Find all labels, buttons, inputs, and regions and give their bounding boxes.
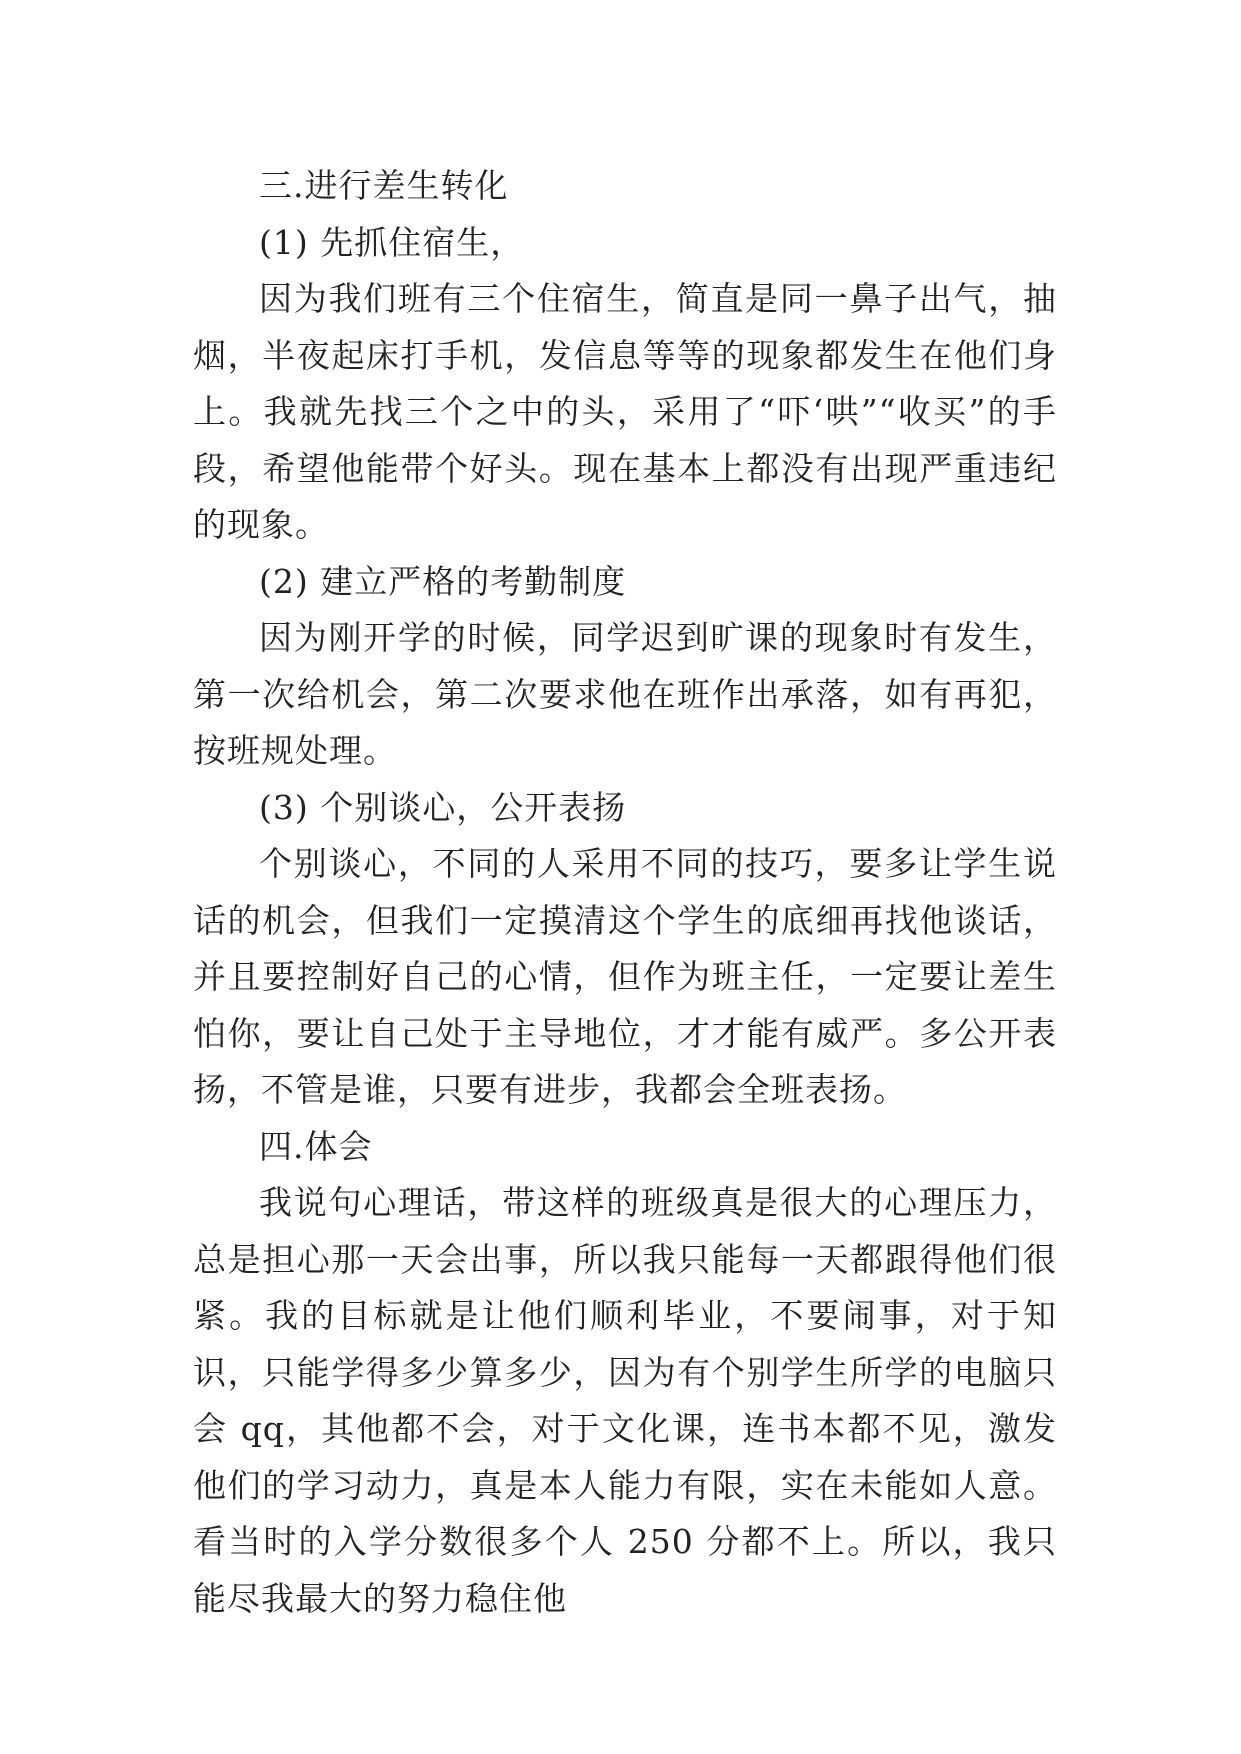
- paragraph-3: 个别谈心，不同的人采用不同的技巧，要多让学生说话的机会，但我们一定摸清这个学生的底细再找他谈话，并且要控制好自己的心情，但作为班主任，一定要让差生怕你，要让自己处于主导地位，才才能有威严。多公开表扬，不管是谁，只要有进步，我都会全班表扬。: [193, 844, 1057, 1109]
- document-body: [193, 158, 1057, 1627]
- section-heading-4: 四.体会: [259, 1126, 373, 1166]
- subheading-1: (1) 先抓住宿生，: [259, 222, 525, 262]
- subheading-2: (2) 建立严格的考勤制度: [259, 561, 627, 601]
- subheading-3: (3) 个别谈心，公开表扬: [259, 787, 627, 827]
- paragraph-4: 我说句心理话，带这样的班级真是很大的心理压力，总是担心那一天会出事，所以我只能每一天都跟得他们很紧。我的目标就是让他们顺利毕业，不要闹事，对于知识，只能学得多少算多少，因为有个别学生所学的电脑只会 qq，其他都不会，对于文化课，连书本都不见，激发他们的学习动力，真是本人能力有限，实在未能如人意。看当时的入学分数很多个人 250 分都不上。所以，我只能尽我最大的努力稳住他: [193, 1183, 1057, 1618]
- paragraph-1: 因为我们班有三个住宿生，简直是同一鼻子出气，抽烟，半夜起床打手机，发信息等等的现象都发生在他们身上。我就先找三个之中的头，采用了“吓‘哄”“收买”的手段，希望他能带个好头。现在基本上都没有出现严重违纪的现象。: [193, 279, 1057, 544]
- section-heading-3: 三.进行差生转化: [259, 166, 509, 205]
- paragraph-2: 因为刚开学的时候，同学迟到旷课的现象时有发生，第一次给机会，第二次要求他在班作出承落，如有再犯，按班规处理。: [193, 618, 1057, 770]
